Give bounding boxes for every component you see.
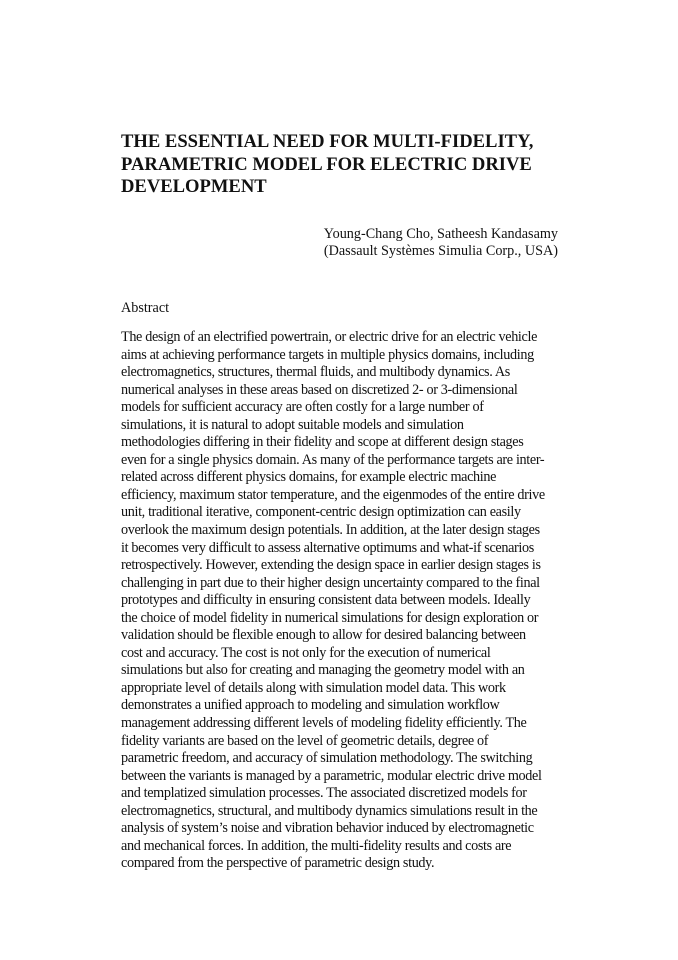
abstract-line: retrospectively. However, extending the design space in earlier design stages is [121,557,541,574]
abstract-line: simulations but also for creating and managing the geometry model with an [121,662,525,679]
abstract-line: overlook the maximum design potentials. In addition, at the later design stages [121,522,540,539]
author-affiliation: (Dassault Systèmes Simulia Corp., USA) [323,243,558,259]
abstract-body [121,329,581,873]
abstract-line: parametric freedom, and accuracy of simulation methodology. The switching [121,750,533,767]
abstract-line: demonstrates a unified approach to modeling and simulation workflow [121,697,500,714]
abstract-line: related across different physics domains, for example electric machine [121,469,497,486]
abstract-line: models for sufficient accuracy are often costly for a large number of [121,399,484,416]
abstract-line: fidelity variants are based on the level of geometric details, degree of [121,732,489,749]
abstract-line: cost and accuracy. The cost is not only for the execution of numerical [121,644,491,661]
abstract-line: The design of an electrified powertrain, or electric drive for an electric vehicle [121,329,538,345]
author-names: Young-Chang Cho, Satheesh Kandasamy [323,226,558,242]
abstract-line: numerical analyses in these areas based on discretized 2- or 3-dimensional [121,381,518,398]
abstract-line: aims at achieving performance targets in multiple physics domains, including [121,346,534,363]
abstract-heading: Abstract [121,300,170,316]
abstract-line: prototypes and difficulty in ensuring consistent data between models. Ideally [121,592,531,609]
title-line: THE ESSENTIAL NEED FOR MULTI-FIDELITY, [121,131,534,152]
abstract-line: efficiency, maximum stator temperature, and the eigenmodes of the entire drive [121,486,545,503]
abstract-line: appropriate level of details along with simulation model data. This work [121,679,506,696]
abstract-line: challenging in part due to their higher design uncertainty compared to the final [121,574,540,591]
abstract-line: the choice of model fidelity in numerical simulations for design exploration or [121,609,539,626]
abstract-line: electromagnetics, structural, and multibody dynamics simulations result in the [121,802,538,819]
abstract-line: validation should be flexible enough to allow for desired balancing between [121,627,526,644]
abstract-line: management addressing different levels of modeling fidelity efficiently. The [121,715,527,732]
abstract-line: it becomes very difficult to assess alternative optimums and what-if scenarios [121,539,534,556]
abstract-line: methodologies differing in their fidelity and scope at different design stages [121,434,524,451]
abstract-line: analysis of system’s noise and vibration behavior induced by electromagnetic [121,820,534,837]
abstract-line: and mechanical forces. In addition, the multi-fidelity results and costs are [121,837,512,854]
abstract-line: unit, traditional iterative, component-centric design optimization can easily [121,504,521,521]
title-line: DEVELOPMENT [121,176,267,197]
abstract-line: and templatized simulation processes. The associated discretized models for [121,785,527,802]
title-line: PARAMETRIC MODEL FOR ELECTRIC DRIVE [121,153,532,175]
author-block [324,226,558,260]
paper-title [121,131,581,199]
abstract-line: simulations, it is natural to adopt suitable models and simulation [121,416,464,433]
abstract-line: compared from the perspective of parametric design study. [121,855,435,872]
abstract-line: electromagnetics, structures, thermal fluids, and multibody dynamics. As [121,364,510,381]
abstract-line: between the variants is managed by a parametric, modular electric drive model [121,767,542,784]
abstract-line: even for a single physics domain. As many of the performance targets are inter- [121,451,545,468]
